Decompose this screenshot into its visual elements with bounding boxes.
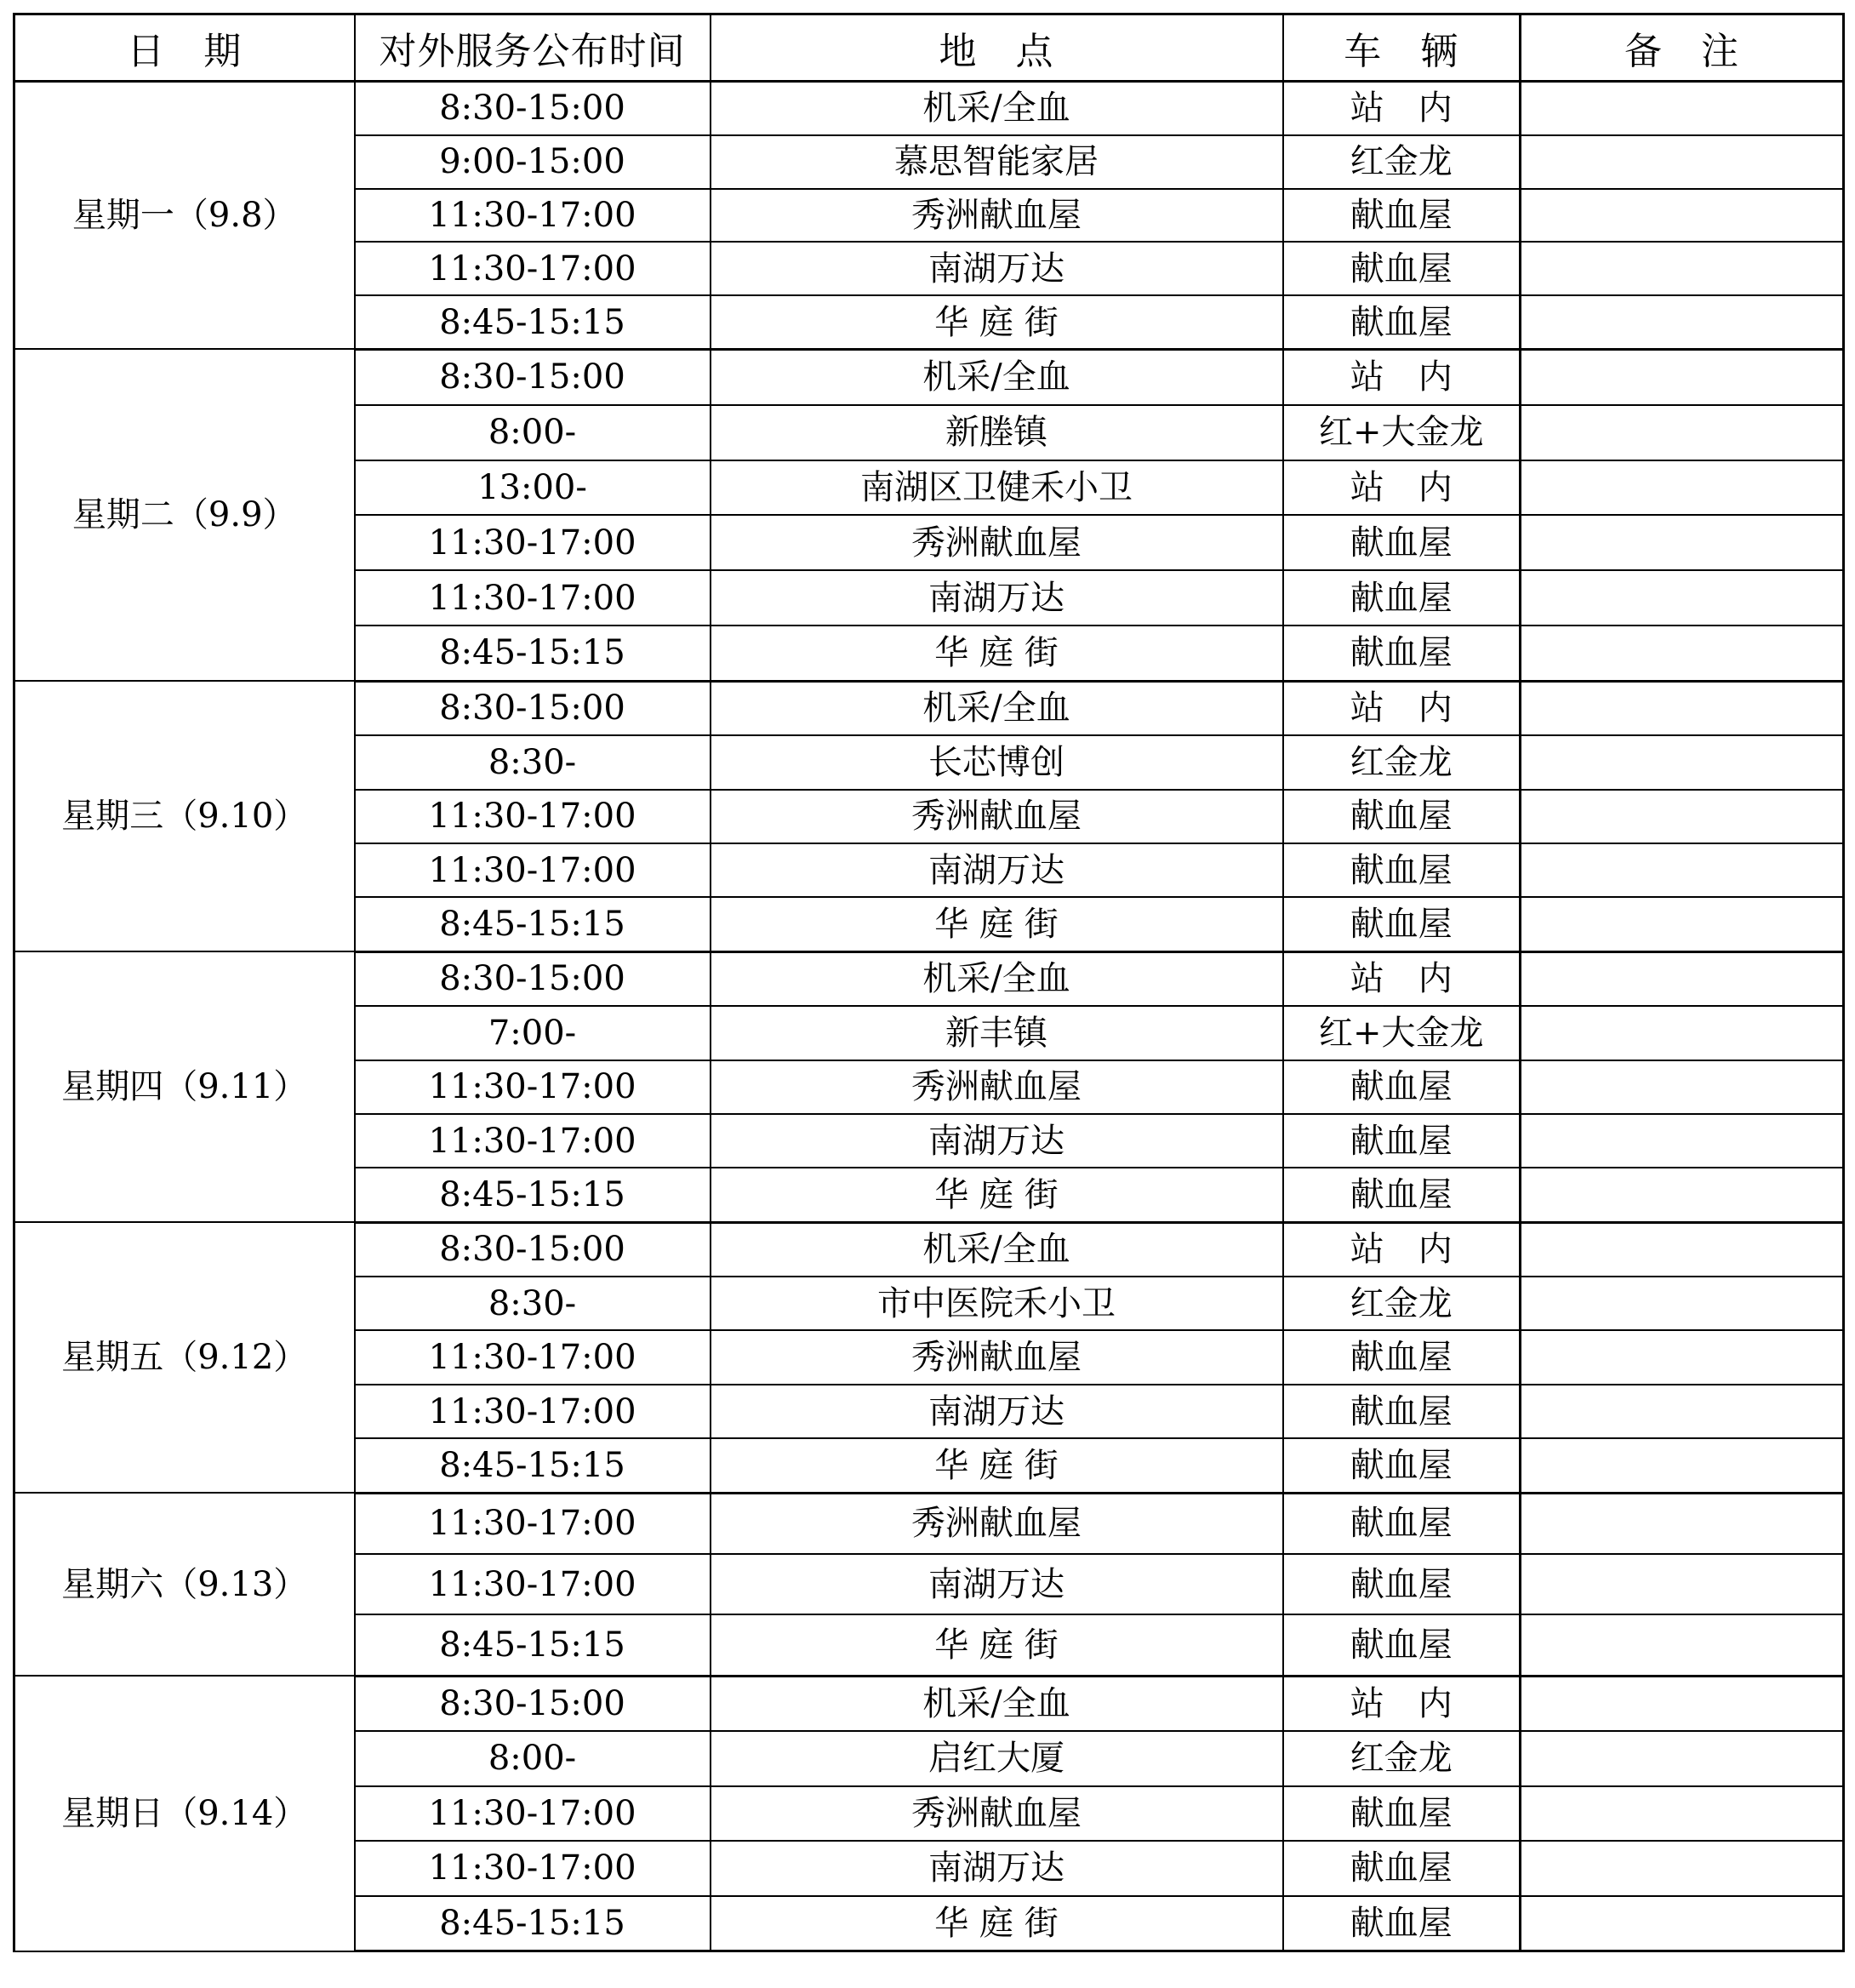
date-cell: 星期日（9.14） [14, 1676, 355, 1951]
place-cell: 华 庭 街 [711, 1614, 1283, 1676]
note-cell [1521, 1786, 1844, 1842]
place-cell: 华 庭 街 [711, 1168, 1283, 1222]
place-cell: 南湖万达 [711, 242, 1283, 295]
vehicle-cell: 站 内 [1283, 82, 1521, 135]
note-cell [1521, 1277, 1844, 1330]
note-cell [1521, 1114, 1844, 1168]
vehicle-cell: 站 内 [1283, 1222, 1521, 1277]
time-cell: 13:00- [355, 460, 711, 516]
place-cell: 华 庭 街 [711, 626, 1283, 681]
time-cell: 11:30-17:00 [355, 1786, 711, 1842]
time-cell: 8:30-15:00 [355, 1676, 711, 1731]
header-note: 备 注 [1521, 14, 1844, 82]
time-cell: 8:45-15:15 [355, 295, 711, 349]
place-cell: 新丰镇 [711, 1006, 1283, 1060]
vehicle-cell: 红+大金龙 [1283, 1006, 1521, 1060]
place-cell: 新塍镇 [711, 405, 1283, 460]
vehicle-cell: 献血屋 [1283, 843, 1521, 897]
note-cell [1521, 1614, 1844, 1676]
note-cell [1521, 681, 1844, 735]
time-cell: 8:30-15:00 [355, 349, 711, 404]
schedule-table [13, 13, 1845, 1952]
note-cell [1521, 951, 1844, 1006]
schedule-body [14, 82, 1844, 1951]
vehicle-cell: 红+大金龙 [1283, 405, 1521, 460]
vehicle-cell: 献血屋 [1283, 1385, 1521, 1438]
vehicle-cell: 站 内 [1283, 951, 1521, 1006]
place-cell: 机采/全血 [711, 349, 1283, 404]
time-cell: 11:30-17:00 [355, 189, 711, 243]
place-cell: 机采/全血 [711, 681, 1283, 735]
vehicle-cell: 献血屋 [1283, 1114, 1521, 1168]
note-cell [1521, 735, 1844, 789]
table-row [14, 1493, 1844, 1554]
time-cell: 11:30-17:00 [355, 1841, 711, 1896]
vehicle-cell: 献血屋 [1283, 515, 1521, 570]
place-cell: 慕思智能家居 [711, 135, 1283, 189]
place-cell: 华 庭 街 [711, 897, 1283, 951]
vehicle-cell: 献血屋 [1283, 570, 1521, 626]
date-cell: 星期一（9.8） [14, 82, 355, 350]
note-cell [1521, 1493, 1844, 1554]
place-cell: 华 庭 街 [711, 295, 1283, 349]
vehicle-cell: 红金龙 [1283, 735, 1521, 789]
vehicle-cell: 献血屋 [1283, 1330, 1521, 1384]
note-cell [1521, 1006, 1844, 1060]
time-cell: 8:00- [355, 1731, 711, 1786]
table-row [14, 82, 1844, 135]
time-cell: 8:30- [355, 1277, 711, 1330]
note-cell [1521, 1841, 1844, 1896]
vehicle-cell: 站 内 [1283, 349, 1521, 404]
vehicle-cell: 献血屋 [1283, 1168, 1521, 1222]
place-cell: 华 庭 街 [711, 1438, 1283, 1493]
time-cell: 11:30-17:00 [355, 1114, 711, 1168]
time-cell: 11:30-17:00 [355, 1493, 711, 1554]
date-cell: 星期六（9.13） [14, 1493, 355, 1676]
vehicle-cell: 献血屋 [1283, 790, 1521, 843]
time-cell: 11:30-17:00 [355, 1554, 711, 1614]
place-cell: 秀洲献血屋 [711, 790, 1283, 843]
table-row [14, 1676, 1844, 1731]
note-cell [1521, 1168, 1844, 1222]
vehicle-cell: 献血屋 [1283, 1786, 1521, 1842]
table-row [14, 681, 1844, 735]
note-cell [1521, 570, 1844, 626]
time-cell: 8:45-15:15 [355, 626, 711, 681]
date-cell: 星期三（9.10） [14, 681, 355, 951]
place-cell: 长芯博创 [711, 735, 1283, 789]
note-cell [1521, 405, 1844, 460]
vehicle-cell: 献血屋 [1283, 897, 1521, 951]
note-cell [1521, 1438, 1844, 1493]
place-cell: 秀洲献血屋 [711, 515, 1283, 570]
time-cell: 11:30-17:00 [355, 570, 711, 626]
time-cell: 11:30-17:00 [355, 790, 711, 843]
vehicle-cell: 红金龙 [1283, 1731, 1521, 1786]
note-cell [1521, 1676, 1844, 1731]
time-cell: 8:45-15:15 [355, 1168, 711, 1222]
note-cell [1521, 1731, 1844, 1786]
place-cell: 机采/全血 [711, 1222, 1283, 1277]
time-cell: 11:30-17:00 [355, 1330, 711, 1384]
note-cell [1521, 515, 1844, 570]
vehicle-cell: 红金龙 [1283, 1277, 1521, 1330]
time-cell: 11:30-17:00 [355, 1060, 711, 1114]
time-cell: 8:45-15:15 [355, 1614, 711, 1676]
time-cell: 8:30-15:00 [355, 82, 711, 135]
note-cell [1521, 1222, 1844, 1277]
vehicle-cell: 站 内 [1283, 1676, 1521, 1731]
table-row [14, 951, 1844, 1006]
place-cell: 启红大厦 [711, 1731, 1283, 1786]
vehicle-cell: 献血屋 [1283, 1896, 1521, 1951]
place-cell: 南湖万达 [711, 1554, 1283, 1614]
vehicle-cell: 红金龙 [1283, 135, 1521, 189]
time-cell: 8:30-15:00 [355, 1222, 711, 1277]
vehicle-cell: 献血屋 [1283, 1554, 1521, 1614]
vehicle-cell: 献血屋 [1283, 1614, 1521, 1676]
place-cell: 南湖万达 [711, 1841, 1283, 1896]
note-cell [1521, 626, 1844, 681]
table-row [14, 1222, 1844, 1277]
vehicle-cell: 献血屋 [1283, 242, 1521, 295]
place-cell: 秀洲献血屋 [711, 1493, 1283, 1554]
place-cell: 秀洲献血屋 [711, 1786, 1283, 1842]
vehicle-cell: 献血屋 [1283, 1841, 1521, 1896]
time-cell: 7:00- [355, 1006, 711, 1060]
place-cell: 秀洲献血屋 [711, 1330, 1283, 1384]
note-cell [1521, 460, 1844, 516]
note-cell [1521, 790, 1844, 843]
time-cell: 11:30-17:00 [355, 515, 711, 570]
note-cell [1521, 1060, 1844, 1114]
vehicle-cell: 站 内 [1283, 460, 1521, 516]
note-cell [1521, 135, 1844, 189]
header-date: 日 期 [14, 14, 355, 82]
note-cell [1521, 1896, 1844, 1951]
place-cell: 南湖万达 [711, 570, 1283, 626]
place-cell: 机采/全血 [711, 951, 1283, 1006]
note-cell [1521, 349, 1844, 404]
date-cell: 星期四（9.11） [14, 951, 355, 1222]
place-cell: 南湖区卫健禾小卫 [711, 460, 1283, 516]
date-cell: 星期五（9.12） [14, 1222, 355, 1493]
time-cell: 8:30- [355, 735, 711, 789]
header-row [14, 14, 1844, 82]
date-cell: 星期二（9.9） [14, 349, 355, 681]
place-cell: 南湖万达 [711, 1114, 1283, 1168]
time-cell: 11:30-17:00 [355, 843, 711, 897]
note-cell [1521, 1554, 1844, 1614]
time-cell: 8:45-15:15 [355, 897, 711, 951]
header-time: 对外服务公布时间 [355, 14, 711, 82]
note-cell [1521, 295, 1844, 349]
note-cell [1521, 897, 1844, 951]
place-cell: 机采/全血 [711, 1676, 1283, 1731]
vehicle-cell: 献血屋 [1283, 189, 1521, 243]
time-cell: 8:00- [355, 405, 711, 460]
time-cell: 8:45-15:15 [355, 1438, 711, 1493]
note-cell [1521, 843, 1844, 897]
place-cell: 秀洲献血屋 [711, 189, 1283, 243]
time-cell: 9:00-15:00 [355, 135, 711, 189]
place-cell: 秀洲献血屋 [711, 1060, 1283, 1114]
note-cell [1521, 1385, 1844, 1438]
time-cell: 11:30-17:00 [355, 1385, 711, 1438]
place-cell: 市中医院禾小卫 [711, 1277, 1283, 1330]
vehicle-cell: 站 内 [1283, 681, 1521, 735]
vehicle-cell: 献血屋 [1283, 626, 1521, 681]
note-cell [1521, 82, 1844, 135]
place-cell: 机采/全血 [711, 82, 1283, 135]
time-cell: 8:30-15:00 [355, 681, 711, 735]
place-cell: 南湖万达 [711, 843, 1283, 897]
time-cell: 11:30-17:00 [355, 242, 711, 295]
place-cell: 华 庭 街 [711, 1896, 1283, 1951]
time-cell: 8:30-15:00 [355, 951, 711, 1006]
vehicle-cell: 献血屋 [1283, 1438, 1521, 1493]
vehicle-cell: 献血屋 [1283, 1493, 1521, 1554]
time-cell: 8:45-15:15 [355, 1896, 711, 1951]
header-vehicle: 车 辆 [1283, 14, 1521, 82]
note-cell [1521, 242, 1844, 295]
vehicle-cell: 献血屋 [1283, 295, 1521, 349]
table-row [14, 349, 1844, 404]
header-place: 地 点 [711, 14, 1283, 82]
note-cell [1521, 189, 1844, 243]
vehicle-cell: 献血屋 [1283, 1060, 1521, 1114]
place-cell: 南湖万达 [711, 1385, 1283, 1438]
note-cell [1521, 1330, 1844, 1384]
